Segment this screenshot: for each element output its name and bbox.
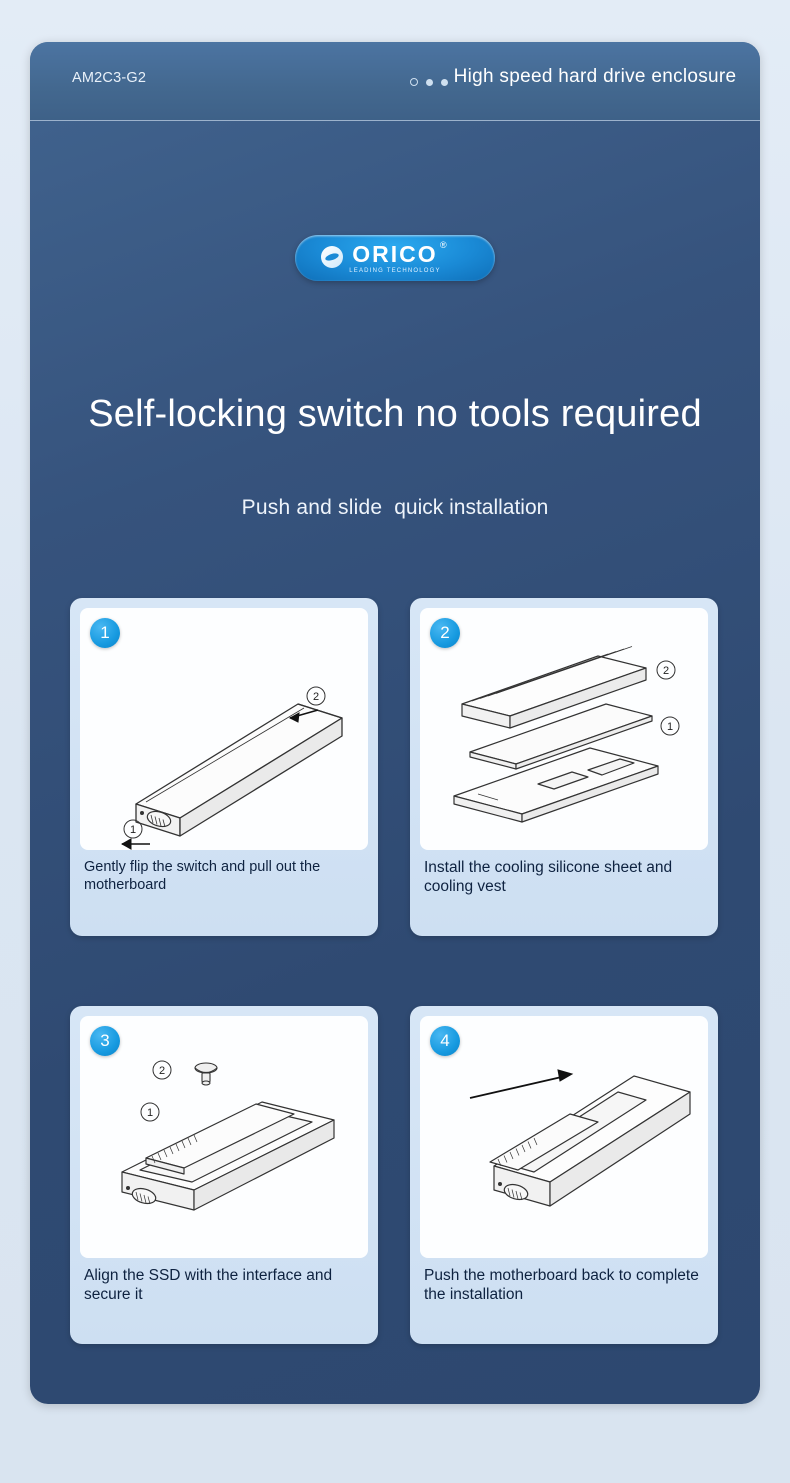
step-card-1 [70, 598, 378, 936]
step-4-caption: Push the motherboard back to complete the installation [424, 1267, 699, 1303]
step-card-3 [70, 1006, 378, 1344]
registered-mark: ® [440, 239, 449, 250]
marker-label-1: 1 [129, 824, 137, 836]
screw-icon [195, 1063, 217, 1085]
brand-tagline: LEADING TECHNOLOGY [349, 267, 441, 274]
brand-name: ORICO ® [352, 239, 449, 267]
step-4-illustration [420, 1016, 708, 1258]
page-subtitle-b: quick installation [394, 496, 549, 519]
brand-logo [295, 235, 495, 281]
dot-solid-icon-2 [441, 79, 448, 86]
product-panel [30, 42, 760, 1404]
brand-mark-icon [321, 246, 343, 268]
step-1-caption: Gently flip the switch and pull out the motherboard [84, 859, 321, 893]
step-1-badge: 1 [90, 618, 120, 648]
step-2-illustration [420, 608, 708, 850]
dot-hollow-icon [410, 78, 418, 86]
page-title: Self-locking switch no tools required [88, 393, 702, 435]
marker-label-2: 2 [312, 691, 320, 703]
step-4-badge: 4 [430, 1026, 460, 1056]
marker-label-1: 1 [666, 721, 674, 733]
step-1-illustration [80, 608, 368, 850]
marker-label-1: 1 [146, 1107, 154, 1119]
enclosure-pull-out-drawing [80, 608, 368, 850]
page-subtitle-a: Push and slide [241, 496, 383, 519]
push-arrow-icon [470, 1070, 572, 1098]
step-card-4 [410, 1006, 718, 1344]
step-3-caption: Align the SSD with the interface and secure it [84, 1267, 333, 1303]
header-subtitle: High speed hard drive enclosure [453, 66, 737, 87]
panel-header [30, 42, 760, 121]
step-2-caption: Install the cooling silicone sheet and cooling vest [424, 859, 673, 895]
heatsink-exploded-drawing [420, 608, 708, 850]
marker-label-2: 2 [158, 1065, 166, 1077]
dot-solid-icon-1 [426, 79, 433, 86]
step-3-illustration [80, 1016, 368, 1258]
push-back-drawing [420, 1016, 708, 1258]
ssd-align-drawing [80, 1016, 368, 1258]
step-card-2 [410, 598, 718, 936]
model-label: AM2C3-G2 [72, 70, 147, 86]
step-2-badge: 2 [430, 618, 460, 648]
page-subtitle [30, 496, 760, 520]
step-3-badge: 3 [90, 1026, 120, 1056]
panel-body [30, 121, 760, 1404]
marker-label-2: 2 [662, 665, 670, 677]
dots-indicator [410, 78, 448, 86]
